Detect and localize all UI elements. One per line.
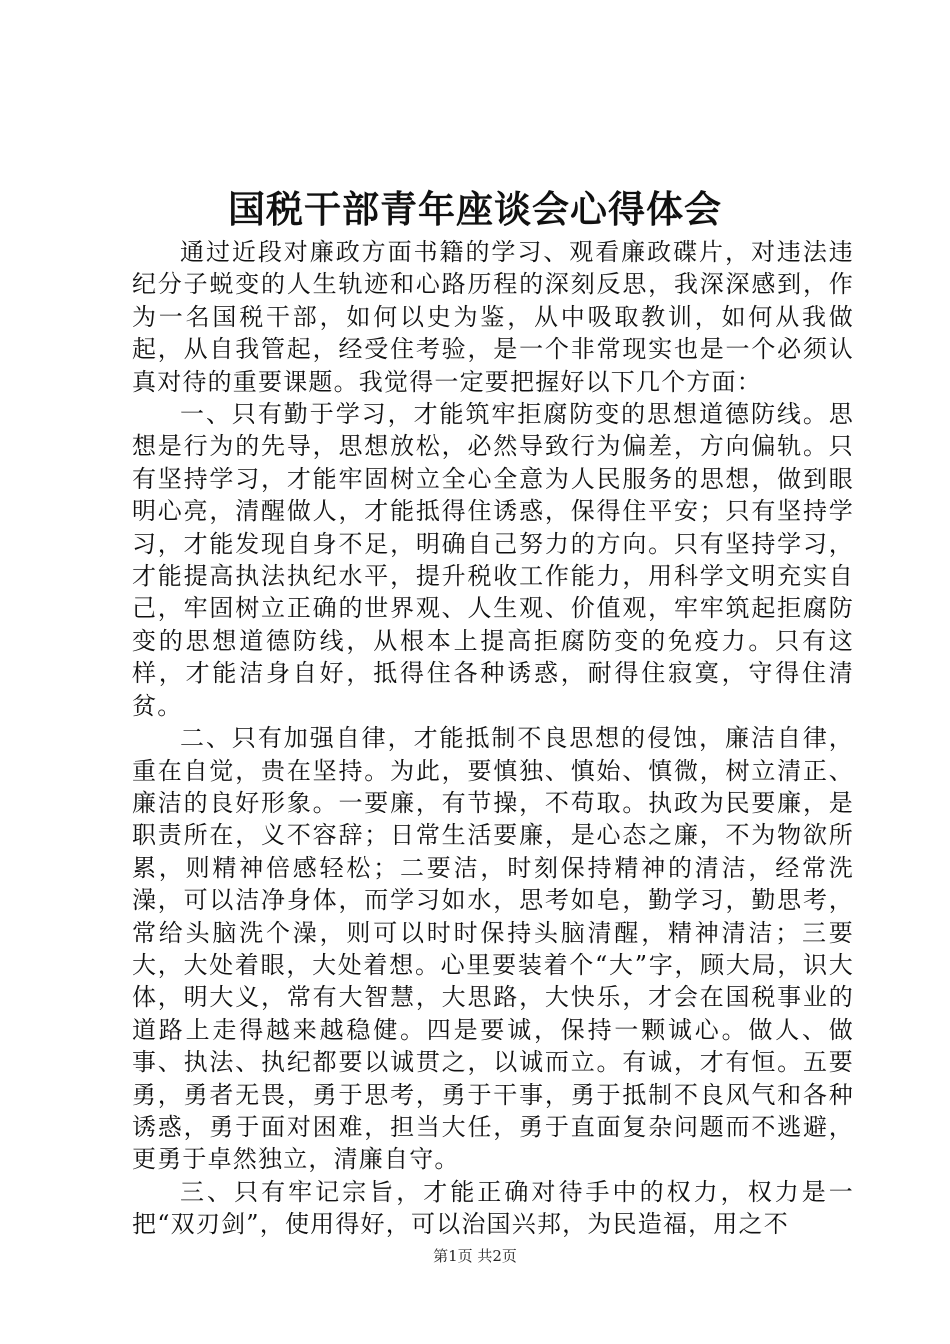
paragraph-section-2: 二、只有加强自律，才能抵制不良思想的侵蚀，廉洁自律，重在自觉，贵在坚持。为此，要慎独、慎始、慎微，树立清正、廉洁的良好形象。一要廉，有节操，不苟取。执政为民要廉，是职责所在，义不容辞；日常生活要廉，是心态之廉，不为物欲所累，则精神倍感轻松；二要洁，时刻保持精神的清洁，经常洗澡，可以洁净身体，而学习如水，思考如皂，勤学习，勤思考，常给头脑洗个澡，则可以时时保持头脑清醒，精神清洁；三要大，大处着眼，大处着想。心里要装着个“大”字，顾大局，识大体，明大义，常有大智慧，大思路，大快乐，才会在国税事业的道路上走得越来越稳健。四是要诚，保持一颗诚心。做人、做事、执法、执纪都要以诚贯之，以诚而立。有诚，才有恒。五要勇，勇者无畏，勇于思考，勇于干事，勇于抵制不良风气和各种诱惑，勇于面对困难，担当大任，勇于直面复杂问题而不逃避，更勇于卓然独立，清廉自守。 [132, 724, 854, 1174]
document-title: 国税干部青年座谈会心得体会 [228, 187, 722, 231]
paragraph-intro: 通过近段对廉政方面书籍的学习、观看廉政碟片，对违法违纪分子蜕变的人生轨迹和心路历程的深刻反思，我深深感到，作为一名国税干部，如何以史为鉴，从中吸取教训，如何从我做起，从自我管起，经受住考验，是一个非常现实也是一个必须认真对待的重要课题。我觉得一定要把握好以下几个方面： [132, 238, 854, 396]
page-indicator: 第1页 共2页 [433, 1247, 517, 1265]
paragraph-section-1: 一、只有勤于学习，才能筑牢拒腐防变的思想道德防线。思想是行为的先导，思想放松，必然导致行为偏差，方向偏轨。只有坚持学习，才能牢固树立全心全意为人民服务的思想，做到眼明心亮，清醒做人，才能抵得住诱惑，保得住平安；只有坚持学习，才能发现自身不足，明确自己努力的方向。只有坚持学习，才能提高执法执纪水平，提升税收工作能力，用科学文明充实自己，牢固树立正确的世界观、人生观、价值观，牢牢筑起拒腐防变的思想道德防线，从根本上提高拒腐防变的免疫力。只有这样，才能洁身自好，抵得住各种诱惑，耐得住寂寞，守得住清贫。 [132, 400, 854, 720]
document-body [132, 236, 854, 1241]
paragraph-section-3: 三、只有牢记宗旨，才能正确对待手中的权力，权力是一把“双刃剑”，使用得好，可以治国兴邦，为民造福，用之不 [132, 1177, 854, 1239]
